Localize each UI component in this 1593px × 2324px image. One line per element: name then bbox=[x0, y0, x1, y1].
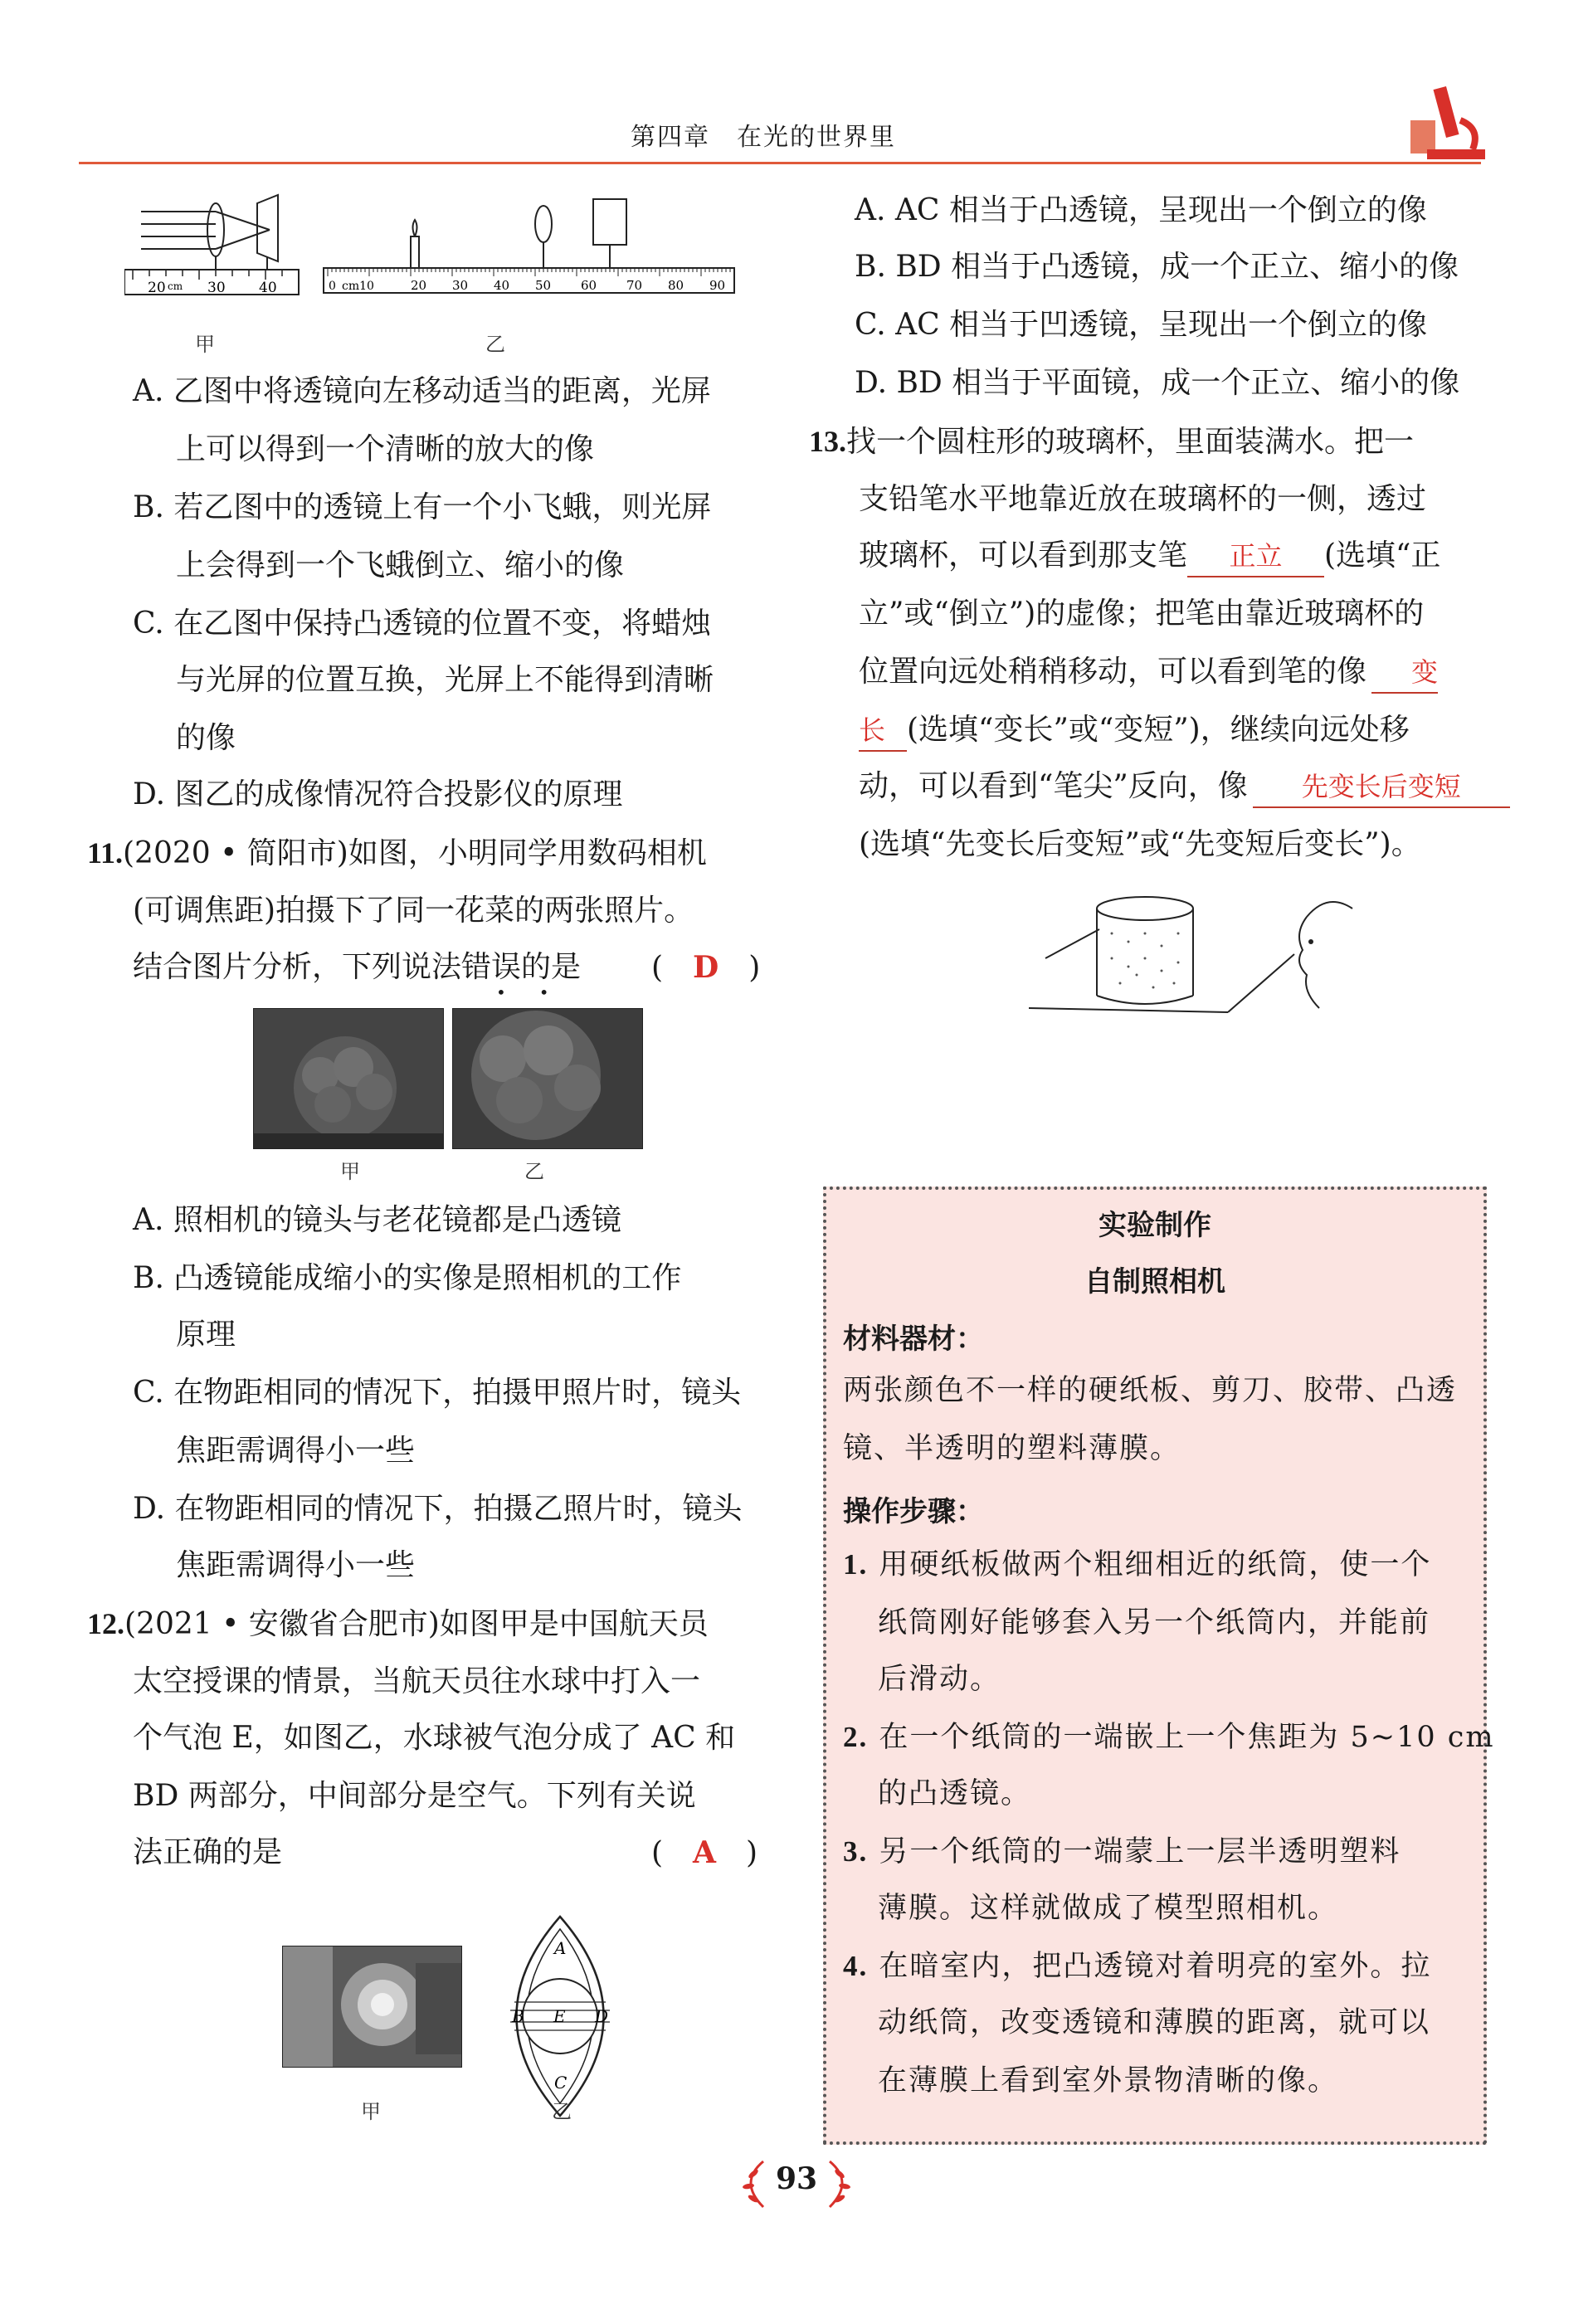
label-b: B bbox=[512, 2006, 524, 2026]
step-4-text-a: 在暗室内，把凸透镜对着明亮的室外。拉 bbox=[879, 1950, 1432, 1983]
q13-line1 bbox=[809, 421, 1414, 462]
step-3-line1 bbox=[843, 1832, 1401, 1872]
astronaut-photo-jia-image bbox=[283, 1946, 461, 2067]
step-1-text-a: 用硬纸板做两个粗细相近的纸筒，使一个 bbox=[879, 1548, 1432, 1581]
yi-tick-40: 40 bbox=[494, 278, 510, 293]
q13-l3b: (选填“正 bbox=[1324, 538, 1441, 572]
q13-blank-2b: 长 bbox=[859, 710, 907, 752]
q12-option-d: D. BD 相当于平面镜，成一个正立、缩小的像 bbox=[855, 366, 1460, 400]
q13-l1: 找一个圆柱形的玻璃杯，里面装满水。把一 bbox=[846, 425, 1415, 459]
q12-stem1: (2021 • 安徽省合肥市)如图甲是中国航天员 bbox=[124, 1607, 709, 1641]
q12-option-b: B. BD 相当于凸透镜，成一个正立、缩小的像 bbox=[855, 250, 1459, 284]
step-4-line2: 动纸筒，改变透镜和薄膜的距离，就可以 bbox=[878, 2006, 1431, 2039]
step-3-line2: 薄膜。这样就做成了模型照相机。 bbox=[878, 1892, 1339, 1925]
jia-tick-cm: cm bbox=[168, 280, 183, 292]
yi-tick-50: 50 bbox=[535, 278, 552, 293]
astronaut-photo-jia bbox=[282, 1946, 462, 2068]
cauliflower-photo-jia-image bbox=[254, 1009, 443, 1148]
q13-blank-2a: 变 bbox=[1371, 652, 1438, 694]
q13-line5 bbox=[859, 652, 1438, 694]
experiment-subtitle: 自制照相机 bbox=[1084, 1265, 1225, 1298]
q13-l6b: (选填“变长”或“变短”)，继续向远处移 bbox=[907, 713, 1410, 747]
q13-line2: 支铅笔水平地靠近放在玻璃杯的一侧，透过 bbox=[859, 482, 1427, 516]
yi-tick-60: 60 bbox=[581, 278, 597, 293]
q12-caption-jia: 甲 bbox=[361, 2100, 381, 2123]
q11-stem1: (2020 • 简阳市)如图，小明同学用数码相机 bbox=[123, 836, 707, 870]
q11-stem-line1 bbox=[87, 833, 707, 874]
q11-answer: D bbox=[693, 950, 719, 985]
q10-option-a-line2: 上可以得到一个清晰的放大的像 bbox=[176, 432, 595, 466]
yi-tick-10: cm10 bbox=[342, 280, 374, 293]
q13-number: 13. bbox=[809, 425, 846, 458]
yi-tick-90: 90 bbox=[709, 278, 726, 293]
q11-option-b-line1: B. 凸透镜能成缩小的实像是照相机的工作 bbox=[133, 1261, 682, 1295]
q13-blank-1: 正立 bbox=[1187, 536, 1324, 577]
yi-tick-70: 70 bbox=[626, 278, 643, 293]
q12-caption-yi: 乙 bbox=[552, 2100, 572, 2123]
step-1-line3: 后滑动。 bbox=[878, 1663, 1001, 1696]
label-c: C bbox=[554, 2073, 568, 2093]
q13-line8: (选填“先变长后变短”或“先变短后变长”)。 bbox=[859, 827, 1421, 861]
step-1-line2: 纸筒刚好能够套入另一个纸筒内，并能前 bbox=[878, 1606, 1431, 1639]
q13-l3a: 玻璃杯，可以看到那支笔 bbox=[859, 538, 1188, 572]
cauliflower-photo-jia bbox=[253, 1008, 444, 1149]
q10-caption-jia: 甲 bbox=[195, 333, 215, 356]
glass-pencil-diagram bbox=[1021, 884, 1369, 1025]
q11-option-c-line2: 焦距需调得小一些 bbox=[176, 1434, 416, 1468]
experiment-box bbox=[823, 1186, 1495, 2145]
q11-option-b-line2: 原理 bbox=[176, 1318, 236, 1352]
q12-stem-line2: 太空授课的情景，当航天员往水球中打入一 bbox=[133, 1664, 701, 1698]
q11-number: 11. bbox=[87, 836, 124, 870]
steps-label: 操作步骤： bbox=[843, 1495, 984, 1528]
jia-tick-40: 40 bbox=[259, 280, 277, 296]
q10-option-c-line1: C. 在乙图中保持凸透镜的位置不变，将蜡烛 bbox=[133, 607, 712, 641]
q11-option-c-line1: C. 在物距相同的情况下，拍摄甲照片时，镜头 bbox=[133, 1376, 742, 1410]
optics-bench-diagram bbox=[124, 187, 738, 353]
q12-option-c: C. AC 相当于凹透镜，呈现出一个倒立的像 bbox=[855, 308, 1428, 342]
step-2-line1 bbox=[843, 1717, 1495, 1757]
q11-option-a: A. 照相机的镜头与老花镜都是凸透镜 bbox=[133, 1203, 621, 1237]
q13-l7a: 动，可以看到“笔尖”反向，像 bbox=[859, 769, 1248, 803]
cauliflower-photo-yi bbox=[452, 1008, 643, 1149]
q11-option-d-line1: D. 在物距相同的情况下，拍摄乙照片时，镜头 bbox=[133, 1492, 743, 1526]
q12-answer: A bbox=[693, 1835, 716, 1870]
q10-figure bbox=[124, 187, 738, 353]
q11-answer-bracket: ( D ) bbox=[651, 950, 761, 985]
yi-tick-80: 80 bbox=[668, 278, 684, 293]
q12-answer-bracket: ( A ) bbox=[651, 1835, 758, 1870]
q10-option-c-line2: 与光屏的位置互换，光屏上不能得到清晰 bbox=[176, 663, 714, 697]
q13-blank-3: 先变长后变短 bbox=[1253, 767, 1510, 808]
emphasis-dots: • • bbox=[496, 982, 549, 1002]
q13-line3 bbox=[859, 536, 1440, 577]
water-ball-diagram bbox=[490, 1912, 631, 2120]
step-2-text-a: 在一个纸筒的一端嵌上一个焦距为 5~10 cm bbox=[879, 1721, 1495, 1754]
materials-line1: 两张颜色不一样的硬纸板、剪刀、胶带、凸透 bbox=[843, 1374, 1458, 1407]
q12-stem-line1 bbox=[87, 1604, 709, 1644]
step-1-number: 1. bbox=[843, 1548, 869, 1581]
chapter-title: 第四章 在光的世界里 bbox=[631, 123, 896, 152]
q12-stem-line3: 个气泡 E，如图乙，水球被气泡分成了 AC 和 bbox=[133, 1721, 736, 1755]
step-2-line2: 的凸透镜。 bbox=[878, 1777, 1032, 1810]
q11-stem-line3: 结合图片分析，下列说法错误的是 bbox=[133, 950, 582, 984]
label-d: D bbox=[595, 2006, 609, 2026]
yi-tick-20: 20 bbox=[411, 278, 427, 293]
step-1-line1 bbox=[843, 1545, 1431, 1585]
materials-label: 材料器材： bbox=[843, 1323, 984, 1356]
step-4-line1 bbox=[843, 1946, 1431, 1986]
q10-option-a-line1: A. 乙图中将透镜向左移动适当的距离，光屏 bbox=[133, 374, 711, 408]
step-3-number: 3. bbox=[843, 1835, 869, 1868]
jia-tick-20: 20 bbox=[148, 280, 166, 296]
jia-tick-30: 30 bbox=[207, 280, 226, 296]
q10-option-b-line1: B. 若乙图中的透镜上有一个小飞蛾，则光屏 bbox=[133, 490, 712, 524]
label-a: A bbox=[554, 1938, 567, 1958]
q10-option-d-line1: D. 图乙的成像情况符合投影仪的原理 bbox=[133, 777, 623, 811]
step-4-line3: 在薄膜上看到室外景物清晰的像。 bbox=[878, 2064, 1339, 2097]
step-2-number: 2. bbox=[843, 1721, 869, 1753]
q13-line6 bbox=[859, 710, 1410, 752]
q12-stem-line4: BD 两部分，中间部分是空气。下列有关说 bbox=[133, 1779, 696, 1813]
yi-tick-30: 30 bbox=[452, 278, 469, 293]
header-divider bbox=[79, 162, 1481, 164]
q11-caption-jia: 甲 bbox=[340, 1160, 360, 1183]
q10-option-b-line2: 上会得到一个飞蛾倒立、缩小的像 bbox=[176, 548, 625, 582]
materials-line2: 镜、半透明的塑料薄膜。 bbox=[843, 1432, 1181, 1465]
page-number: 93 bbox=[775, 2161, 818, 2196]
q11-option-d-line2: 焦距需调得小一些 bbox=[176, 1548, 416, 1582]
q11-stem-line2: (可调焦距)拍摄下了同一花菜的两张照片。 bbox=[133, 894, 694, 928]
q12-number: 12. bbox=[87, 1607, 124, 1640]
cauliflower-photo-yi-image bbox=[453, 1009, 642, 1148]
q13-l5a: 位置向远处稍稍移动，可以看到笔的像 bbox=[859, 655, 1367, 689]
experiment-title: 实验制作 bbox=[1099, 1209, 1211, 1242]
q12-stem-line5: 法正确的是 bbox=[133, 1835, 283, 1869]
q11-caption-yi: 乙 bbox=[524, 1160, 544, 1183]
q13-line4: 立”或“倒立”)的虚像；把笔由靠近玻璃杯的 bbox=[859, 597, 1425, 631]
label-e: E bbox=[553, 2006, 566, 2026]
step-4-number: 4. bbox=[843, 1950, 869, 1982]
q12-option-a: A. AC 相当于凸透镜，呈现出一个倒立的像 bbox=[855, 193, 1427, 227]
q10-caption-yi: 乙 bbox=[485, 333, 505, 356]
q10-option-c-line3: 的像 bbox=[176, 721, 236, 755]
step-3-text-a: 另一个纸筒的一端蒙上一层半透明塑料 bbox=[879, 1835, 1401, 1868]
yi-tick-0: 0 bbox=[329, 280, 336, 293]
microscope-logo-icon bbox=[1402, 71, 1493, 166]
q13-line7 bbox=[859, 767, 1510, 808]
